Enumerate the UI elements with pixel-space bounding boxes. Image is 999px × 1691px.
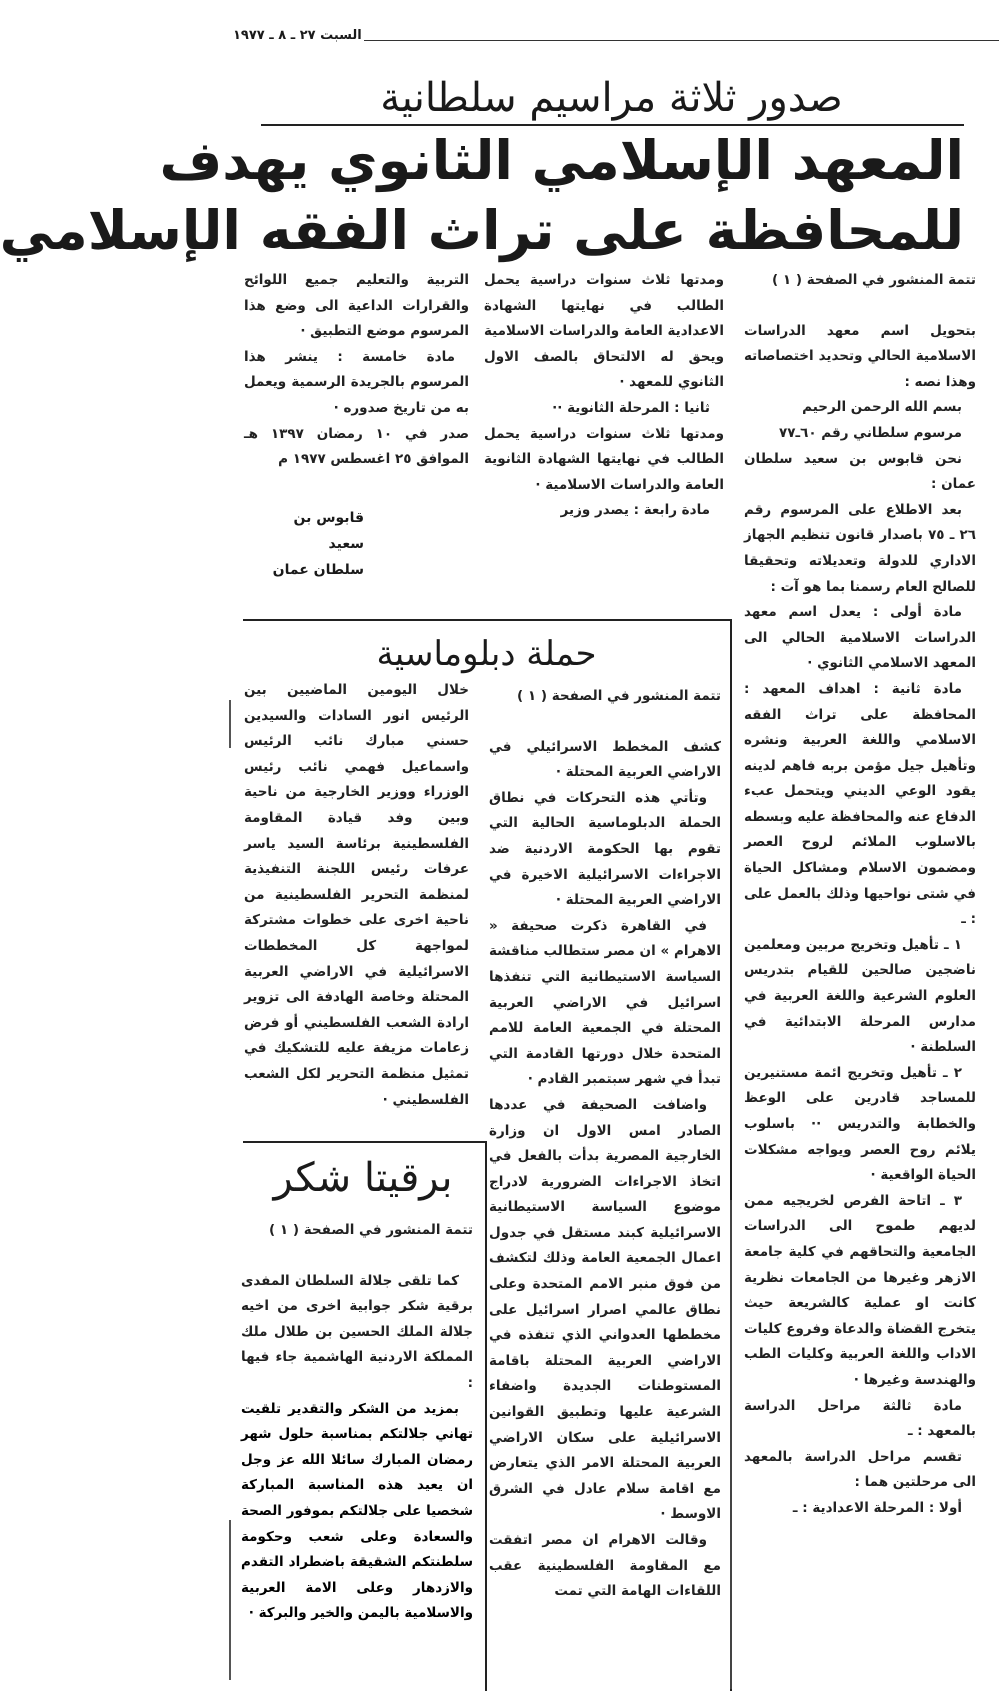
telegram-quote: بمزيد من الشكر والتقدير تلقيت تهاني جلالتكم بمناسبة حلول شهر رمضان المبارك سائلا الله عز وجل ان يعيد هذه المناسبة المباركة شخصيا على جلالتكم بموفور الصحة والسعادة وعلى شعب وحكومة سلطنتكم الشقيقة باضطراد التقدم والازدهار وعلى الامة العربية والاسلامية باليمن والخير والبركة ·	[241, 1400, 473, 1622]
paragraph: بعد الاطلاع على المرسوم رقم ٢٦ ـ ٧٥ باصدار قانون تنظيم الجهاز الاداري للدولة وتعديلاته وتحقيقا للصالح العام رسمنا بما هو آت :	[744, 501, 976, 595]
diplomatic-story-column-left	[244, 678, 469, 1113]
basmala: بسم الله الرحمن الرحيم	[802, 399, 962, 416]
paragraph: كشف المخطط الاسرائيلي في الاراضي العربية المحتلة ·	[489, 738, 721, 781]
paragraph: واضافت الصحيفة في عددها الصادر امس الاول ان وزارة الخارجية المصرية بدأت بالفعل في اتخاذ الاجراءات الضرورية لادراج موضوع السياسة الاستيطانية الاسرائيلية كبند مستقل في جدول اعمال الجمعية العامة وذلك لتكشف من فوق منبر الامم المتحدة وعلى نطاق عالمي اصرار اسرائيل على مخططها العدواني الذي تنفذه في الاراضي العربية المحتلة باقامة المستوطنات الجديدة واضفاء الشرعية عليها وتطبيق القوانين الاسرائيلية على سكان الاراضي العربية المحتلة الامر الذي يتعارض مع اقامة سلام عادل في الشرق الاوسط ·	[489, 1096, 721, 1523]
article-4: مادة رابعة : يصدر وزير	[560, 502, 710, 519]
paragraph: في القاهرة ذكرت صحيفة « الاهرام » ان مصر ستطالب مناقشة السياسة الاستيطانية التي تنفذها اسرائيل في الاراضي العربية المحتلة في الجمعية العامة للامم المتحدة خلال دورتها القادمة التي تبدأ في شهر سبتمبر القادم ·	[489, 917, 721, 1088]
continuation-note: تتمة المنشور في الصفحة ( ١ )	[772, 272, 976, 288]
paragraph: ومدتها ثلاث سنوات دراسية يحمل الطالب في نهايتها الشهادة الاعدادية العامة والدراسات الاسلامية ويحق له الالتحاق بالصف الاول الثانوي للمعهد ·	[483, 272, 724, 391]
signature-title: سلطان عمان	[272, 562, 364, 578]
signature	[254, 505, 364, 583]
paragraph: خلال اليومين الماضيين بين الرئيس انور السادات والسيدين حسني مبارك نائب الرئيس واسماعيل فهمي نائب رئيس الوزراء ووزير الخارجية من ناحية وبين وفد قيادة المقاومة الفلسطينية برئاسة السيد ياسر عرفات رئيس اللجنة التنفيذية لمنظمة التحرير الفلسطينية من ناحية اخرى على خطوات مشتركة لمواجهة كل المخططات الاسرائيلية في الاراضي العربية المحتلة وخاصة الهادفة الى تزوير ارادة الشعب الفلسطيني أو فرض زعامات مزيفة عليه للتشكيك في تمثيل منظمة التحرير لكل الشعب الفلسطيني ·	[244, 682, 469, 1108]
thanks-story-title: برقيتا شكر	[273, 1155, 453, 1201]
paragraph: ثانيا : المرحلة الثانوية ··	[552, 399, 710, 416]
decree-number: مرسوم سلطاني رقم ٦٠ـ٧٧	[778, 424, 962, 441]
issue-date-note: صدر في ١٠ رمضان ١٣٩٧ هـ الموافق ٢٥ اغسطس ١٩٧٧ م	[244, 425, 469, 468]
scan-mark	[229, 700, 231, 748]
signature-name: قابوس بن سعيد	[293, 510, 364, 552]
kicker-headline: صدور ثلاثة مراسيم سلطانية	[380, 75, 843, 121]
list-item: ٣ ـ اتاحة الفرص لخريجيه ممن لديهم طموح الى الدراسات الجامعية والتحاقهم في كلية جامعة الازهر وغيرها من الجامعات نظرية كانت او عملية كالشريعة حيث يتخرج القضاة والدعاة وفروع كليات الاداب واللغة العربية وكليات الطب والهندسة وغيرها ·	[744, 1192, 976, 1388]
article-5: مادة خامسة : ينشر هذا المرسوم بالجريدة الرسمية ويعمل به من تاريخ صدوره ·	[244, 348, 469, 416]
main-headline-line-1: المعهد الإسلامي الثانوي يهدف	[159, 129, 964, 192]
main-headline-line-2: للمحافظة على تراث الفقه الإسلامي	[0, 199, 964, 262]
continuation-note: تتمة المنشور في الصفحة ( ١ )	[269, 1222, 473, 1238]
scan-mark	[229, 1520, 231, 1680]
paragraph: نحن قابوس بن سعيد سلطان عمان :	[744, 450, 976, 493]
main-story-column-middle	[484, 268, 724, 524]
main-story-column-right	[744, 268, 976, 1522]
paragraph: التربية والتعليم جميع اللوائح والقرارات الداعية الى وضع هذا المرسوم موضع التطبيق ·	[244, 272, 469, 340]
paragraph: وقالت الاهرام ان مصر اتفقت مع المقاومة الفلسطينية عقب اللقاءات الهامة التي تمت	[489, 1532, 721, 1600]
diplomatic-story-column-right	[489, 684, 721, 1605]
paragraph: تقسم مراحل الدراسة بالمعهد الى مرحلتين هما :	[744, 1448, 976, 1491]
paragraph: بتحويل اسم معهد الدراسات الاسلامية الحالي وتحديد اختصاصاته وهذا نصه :	[744, 322, 976, 390]
list-item: ١ ـ تأهيل وتخريج مربين ومعلمين ناضجين صالحين للقيام بتدريس العلوم الشرعية واللغة العربية في مدارس المرحلة الابتدائية في السلطنة ·	[744, 936, 976, 1056]
paragraph: أولا : المرحلة الاعدادية : ـ	[792, 1499, 962, 1516]
dateline-rule	[364, 40, 999, 41]
main-story-column-left	[244, 268, 469, 473]
dateline	[229, 28, 999, 48]
column-divider	[730, 1200, 732, 1689]
issue-date: السبت ٢٧ ـ ٨ ـ ١٩٧٧	[229, 28, 362, 43]
continuation-note: تتمة المنشور في الصفحة ( ١ )	[517, 688, 721, 704]
thanks-story-column	[241, 1218, 473, 1627]
article-3: مادة ثالثة مراحل الدراسة بالمعهد : ـ	[744, 1397, 976, 1440]
diplomatic-story-title: حملة دبلوماسية	[376, 634, 597, 674]
article-1: مادة أولى : يعدل اسم معهد الدراسات الاسلامية الحالي الى المعهد الاسلامي الثانوي ·	[744, 604, 976, 672]
paragraph: كما تلقى جلالة السلطان المفدى برقية شكر جوابية اخرى من اخيه جلالة الملك الحسين بن طلال ملك المملكة الاردنية الهاشمية جاء فيها :	[241, 1272, 473, 1391]
article-2: مادة ثانية : اهداف المعهد : المحافظة على تراث الفقه الاسلامي واللغة العربية ونشره وتأهيل جيل مؤمن بربه فاهم لدينه يقود الوعي الديني ويتحمل عبء الدفاع عنه والمحافظة عليه وبسطه بالاسلوب الملائم لروح العصر ومضمون الاسلام ومشاكل الحياة في شتى نواحيها وذلك بالعمل على : ـ	[744, 680, 976, 928]
paragraph: وتأتي هذه التحركات في نطاق الحملة الدبلوماسية الحالية التي تقوم بها الحكومة الاردنية ضد الاجراءات الاسرائيلية الاخيرة في الاراضي العربية المحتلة ·	[489, 789, 721, 909]
paragraph: ومدتها ثلاث سنوات دراسية يحمل الطالب في نهايتها الشهادة الثانوية العامة والدراسات الاسلامية ·	[484, 425, 724, 493]
list-item: ٢ ـ تأهيل وتخريج ائمة مستنيرين للمساجد قادرين على الوعظ والخطابة والتدريس ·· باسلوب يلائم روح العصر ويواجه مشكلات الحياة الواقعية ·	[744, 1064, 976, 1184]
